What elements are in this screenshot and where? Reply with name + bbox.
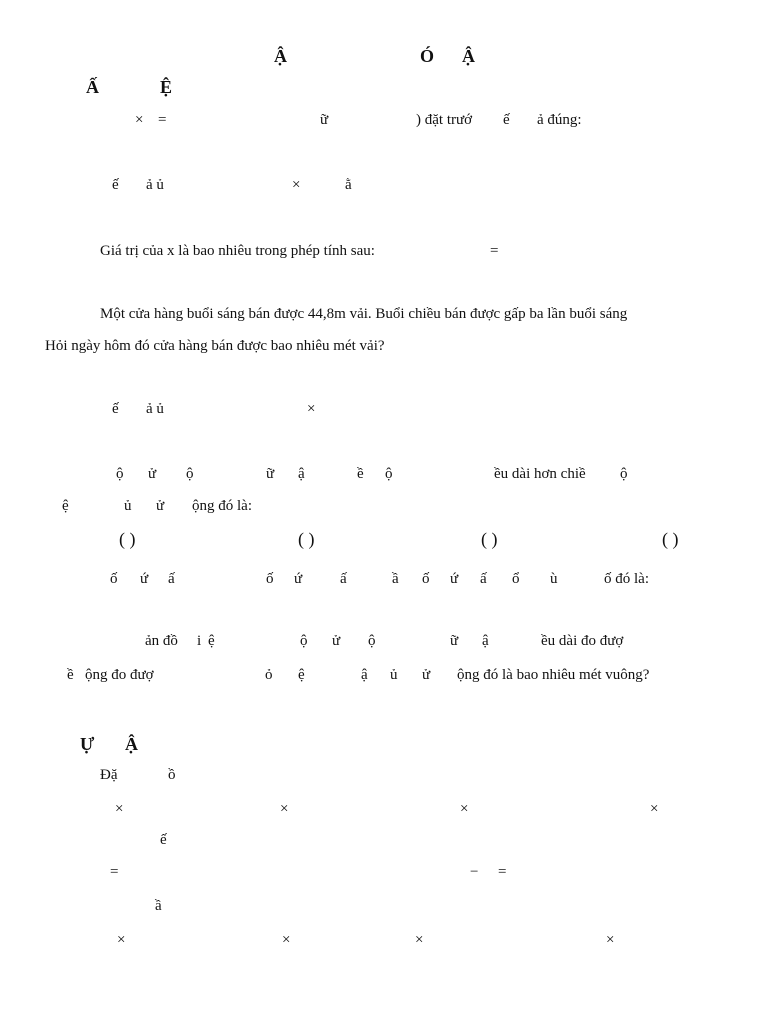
q7-frag-f: ấ [340, 571, 347, 587]
q6-option-b: ( ) [298, 529, 315, 549]
section2-row2-minus: − [470, 864, 479, 880]
q6-frag-b: ử [148, 466, 157, 482]
q2-frag-b: ả ủ [146, 177, 164, 193]
q6-frag-c: ộ [186, 466, 194, 482]
title-char-2: Ó [420, 46, 435, 66]
title-char-1: Ậ [274, 46, 287, 66]
section2-sub-a: Đặ [100, 767, 118, 783]
q1-times: × [135, 112, 144, 128]
section2-row1-times-2: × [280, 801, 289, 817]
q8-line2-f: ủ [390, 667, 398, 683]
q7-frag-h: ố [422, 571, 430, 587]
q2-frag-a: ế [112, 177, 119, 193]
section2-row3-times-1: × [117, 932, 126, 948]
q4-line1: Một cửa hàng buổi sáng bán được 44,8m vải. Buổi chiều bán được gấp ba lần buổi sáng [100, 306, 628, 322]
q1-equals: = [158, 112, 167, 128]
q7-frag-k: ổ [512, 571, 520, 587]
section2-sub2: ế [160, 832, 167, 848]
q3-text: Giá trị của x là bao nhiêu trong phép tính sau: [100, 243, 375, 259]
q3-equals: = [490, 243, 499, 259]
section2-heading-b: Ậ [125, 734, 138, 754]
section2-sub-b: ồ [168, 767, 176, 783]
q8-line2-c: ỏ [265, 667, 273, 683]
q7-frag-b: ứ [140, 571, 149, 587]
q1-frag-c: ế [503, 112, 510, 128]
section2-row1-times-4: × [650, 801, 659, 817]
q4-line2: Hỏi ngày hôm đó cửa hàng bán được bao nhiêu mét vải? [45, 338, 385, 354]
q8-line2-a: ề [67, 667, 74, 683]
q6-frag-d: ữ [266, 466, 275, 482]
q7-frag-i: ứ [450, 571, 459, 587]
q2-frag-c: ằ [345, 177, 352, 193]
q6-frag-a: ộ [116, 466, 124, 482]
section2-row1-times-3: × [460, 801, 469, 817]
section2-row2-equals-a: = [110, 864, 119, 880]
section1-heading-b: Ệ [160, 77, 173, 97]
q8-frag-i: ều dài đo đượ [541, 633, 624, 649]
q5-frag-b: ả ủ [146, 401, 164, 417]
q6-frag-g: ộ [385, 466, 393, 482]
q8-frag-h: ậ [482, 633, 489, 649]
q6-option-a: ( ) [119, 529, 136, 549]
q7-frag-a: ố [110, 571, 118, 587]
section2-row1-times-1: × [115, 801, 124, 817]
section2-heading-a: Ự [80, 734, 95, 754]
q7-frag-m: ố đó là: [604, 571, 649, 587]
q8-line2-e: ậ [361, 667, 368, 683]
q8-frag-b: i [197, 633, 202, 649]
q8-line2-g: ử [422, 667, 431, 683]
q1-frag-a: ữ [320, 112, 329, 128]
q8-line2-d: ệ [298, 667, 305, 683]
section2-row3-times-4: × [606, 932, 615, 948]
q8-line2-h: ộng đó là bao nhiêu mét vuông? [457, 667, 650, 683]
q6-option-c: ( ) [481, 529, 498, 549]
q7-frag-j: ấ [480, 571, 487, 587]
q6-frag-f: ề [357, 466, 364, 482]
q6-line2-b: ủ [124, 498, 132, 514]
q7-frag-e: ứ [294, 571, 303, 587]
q6-line2-c: ử [156, 498, 165, 514]
section2-row3-times-2: × [282, 932, 291, 948]
section2-row2-equals-b: = [498, 864, 507, 880]
q8-frag-a: ản đồ [145, 633, 178, 649]
q1-frag-b: ) đặt trướ [416, 112, 473, 128]
q8-frag-d: ộ [300, 633, 308, 649]
q1-frag-d: ả đúng: [537, 112, 582, 128]
q8-frag-e: ử [332, 633, 341, 649]
q5-frag-a: ế [112, 401, 119, 417]
q8-frag-g: ữ [450, 633, 459, 649]
q8-frag-c: ệ [208, 633, 215, 649]
q6-frag-i: ộ [620, 466, 628, 482]
q7-frag-c: ấ [168, 571, 175, 587]
q6-frag-h: ều dài hơn chiề [494, 466, 586, 482]
q7-frag-d: ố [266, 571, 274, 587]
q6-line2-a: ệ [62, 498, 69, 514]
q6-line2-d: ộng đó là: [192, 498, 252, 514]
q5-times: × [307, 401, 316, 417]
section1-heading-a: Ấ [86, 77, 99, 97]
q2-times: × [292, 177, 301, 193]
section2-row3-times-3: × [415, 932, 424, 948]
q8-frag-f: ộ [368, 633, 376, 649]
q6-frag-e: ậ [298, 466, 305, 482]
q6-option-d: ( ) [662, 529, 679, 549]
section2-sub3: ầ [155, 898, 162, 914]
q7-frag-l: ù [550, 571, 558, 587]
title-char-3: Ậ [462, 46, 475, 66]
q8-line2-b: ộng đo đượ [85, 667, 154, 683]
q7-frag-g: ầ [392, 571, 399, 587]
